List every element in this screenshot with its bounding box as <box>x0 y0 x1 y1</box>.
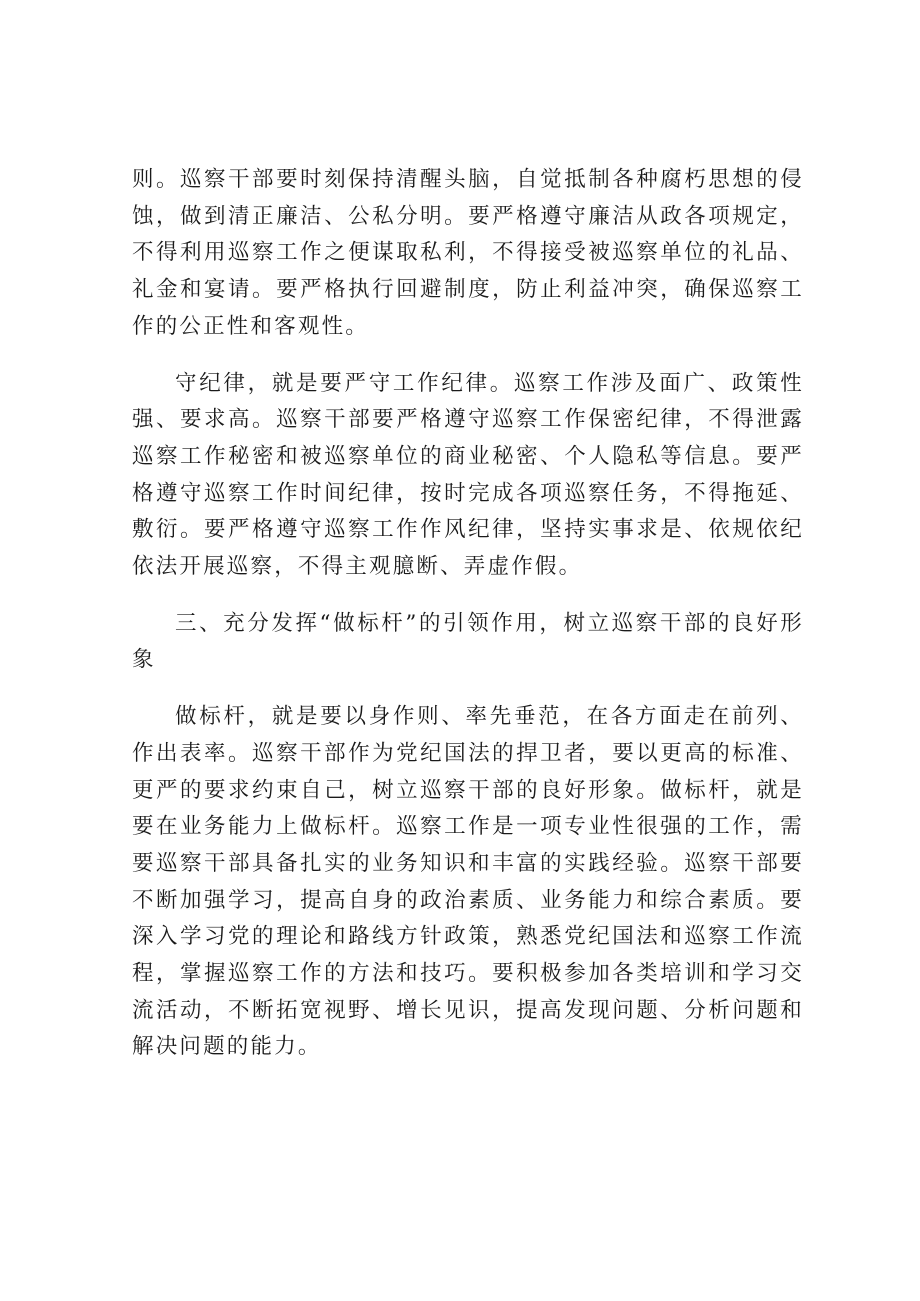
paragraph-continuation: 则。巡察干部要时刻保持清醒头脑，自觉抵制各种腐朽思想的侵蚀，做到清正廉洁、公私分明。要严格遵守廉洁从政各项规定，不得利用巡察工作之便谋取私利，不得接受被巡察单位的礼品、礼金和宴请。要严格执行回避制度，防止利益冲突，确保巡察工作的公正性和客观性。 <box>132 167 804 339</box>
document-body <box>132 162 804 1066</box>
paragraph-spacer <box>132 586 804 606</box>
paragraph-spacer <box>132 679 804 699</box>
paragraph-benchmark: 做标杆，就是要以身作则、率先垂范，在各方面走在前列、作出表率。巡察干部作为党纪国法的捍卫者，要以更高的标准、更严的要求约束自己，树立巡察干部的良好形象。做标杆，就是要在业务能力上做标杆。巡察工作是一项专业性很强的工作，需要巡察干部具备扎实的业务知识和丰富的实践经验。巡察干部要不断加强学习，提高自身的政治素质、业务能力和综合素质。要深入学习党的理论和路线方针政策，熟悉党纪国法和巡察工作流程，掌握巡察工作的方法和技巧。要积极参加各类培训和学习交流活动，不断拓宽视野、增长见识，提高发现问题、分析问题和解决问题的能力。 <box>132 704 804 1060</box>
section-heading: 三、充分发挥“做标杆”的引领作用，树立巡察干部的良好形象 <box>132 610 804 673</box>
paragraph-spacer <box>132 346 804 366</box>
paragraph-discipline: 守纪律，就是要严守工作纪律。巡察工作涉及面广、政策性强、要求高。巡察干部要严格遵守巡察工作保密纪律，不得泄露巡察工作秘密和被巡察单位的商业秘密、个人隐私等信息。要严格遵守巡察工作时间纪律，按时完成各项巡察任务，不得拖延、敷衍。要严格遵守巡察工作作风纪律，坚持实事求是、依规依纪依法开展巡察，不得主观臆断、弄虚作假。 <box>132 370 804 580</box>
